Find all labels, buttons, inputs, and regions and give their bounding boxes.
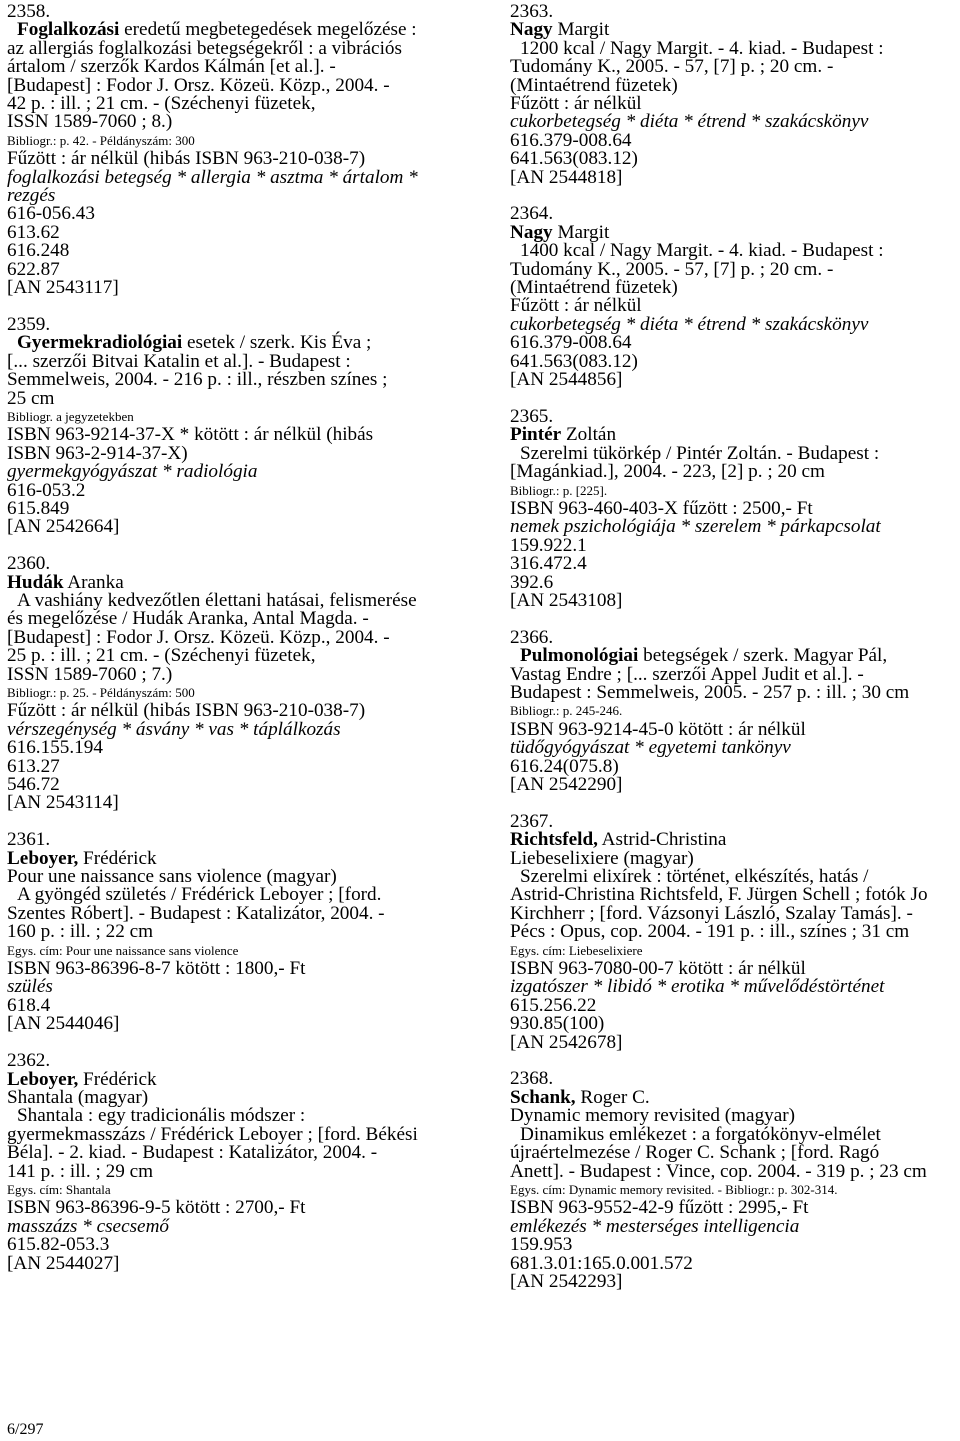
entry-subjects: cukorbetegség * diéta * étrend * szakácskönyv [510, 111, 869, 133]
entry-number: 2367. [510, 810, 554, 832]
entry-class: 616-053.2 [7, 479, 86, 501]
entry-class: 616.248 [7, 240, 70, 262]
entry-2365 [510, 405, 958, 611]
author-given: Zoltán [561, 424, 617, 446]
entry-text: [Budapest] : Fodor J. Orsz. Közeü. Közp., 2004. - [7, 626, 390, 648]
entry-text: az allergiás foglalkozási betegségekről : a vibrációs [7, 37, 402, 59]
entry-class: 616.379-008.64 [510, 332, 632, 354]
entry-title: 1400 kcal / Nagy Margit. - 4. kiad. - Budapest : [520, 240, 884, 262]
entry-subjects: emlékezés * mesterséges intelligencia [510, 1215, 800, 1237]
entry-2367 [510, 810, 958, 1053]
entry-2363 [510, 3, 958, 187]
entry-text: Astrid-Christina Richtsfeld, F. Jürgen Schell ; fotók Jo [510, 884, 928, 906]
entry-author [510, 831, 958, 849]
author-given: Astrid-Christina [597, 829, 727, 851]
entry-number: 2363. [510, 1, 554, 22]
entry-class: 616-056.43 [7, 203, 95, 225]
entry-an: [AN 2544818] [510, 166, 623, 188]
entry-number: 2366. [510, 626, 554, 648]
entry-class: 615.849 [7, 497, 70, 519]
entry-text: Anett]. - Budapest : Vince, cop. 2004. - 319 p. ; 23 cm [510, 1160, 927, 1182]
entry-isbn: ISBN 963-86396-9-5 kötött : 2700,- Ft [7, 1197, 306, 1219]
entry-note: Bibliogr.: p. 25. - Példányszám: 500 [7, 685, 195, 700]
entry-note: Bibliogr.: p. 42. - Példányszám: 300 [7, 132, 195, 148]
entry-title: Szerelmi elixírek : történet, elkészítés, hatás / [520, 866, 869, 888]
entry-text: Tudomány K., 2005. - 57, [7] p. ; 20 cm. - [510, 56, 834, 78]
author-surname: Nagy [510, 19, 553, 41]
author-given: Margit [552, 19, 610, 41]
entry-text: Kirchherr ; [ford. Vázsonyi László, Szalay Tamás]. - [510, 902, 913, 924]
author-surname: Pintér [510, 424, 562, 446]
entry-isbn: ISBN 963-86396-8-7 kötött : 1800,- Ft [7, 958, 306, 980]
entry-number: 2358. [7, 1, 51, 22]
entry-text: [Magánkiad.], 2004. - 223, [2] p. ; 20 cm [510, 461, 825, 483]
entry-binding: Fűzött : ár nélkül (hibás ISBN 963-210-038-7) [7, 148, 366, 170]
entry-uniform-title: Liebeselixiere (magyar) [510, 847, 694, 869]
entry-text: 25 cm [7, 387, 55, 409]
author-surname: Richtsfeld, [510, 829, 598, 851]
entry-isbn: ISBN 963-9552-42-9 fűzött : 2995,- Ft [510, 1197, 809, 1219]
title-rest: esetek / szerk. Kis Éva ; [182, 332, 372, 354]
entry-text: Béla]. - 2. kiad. - Budapest : Katalizátor, 2004. - [7, 1142, 378, 1164]
entry-text: [... szerzői Bitvai Katalin et al.]. - Budapest : [7, 350, 351, 372]
entry-text: 25 p. : ill. ; 21 cm. - (Széchenyi füzetek, [7, 645, 316, 667]
entry-class: 613.27 [7, 755, 60, 777]
entry-2361 [7, 831, 477, 1033]
entry-number: 2361. [7, 829, 51, 851]
entry-note: Bibliogr.: p. 245-246. [510, 703, 623, 719]
entry-class: 615.256.22 [510, 994, 597, 1016]
entry-isbn: ISBN 963-460-403-X fűzött : 2500,- Ft [510, 497, 813, 519]
entry-subjects: vérszegénység * ásvány * vas * táplálkozás [7, 718, 341, 740]
entry-class: 616.24(075.8) [510, 755, 619, 777]
entry-title: A gyöngéd születés / Frédérick Leboyer ; [ford. [17, 884, 382, 906]
entry-an: [AN 2543117] [7, 277, 119, 299]
entry-isbn: ISBN 963-2-914-37-X) [7, 442, 188, 464]
entry-number: 2360. [7, 553, 51, 575]
entry-text: Vastag Endre ; [... szerzői Appel Judit et al.]. - [510, 663, 864, 685]
title-head: Gyermekradiológiai [17, 332, 183, 354]
entry-number: 2359. [7, 313, 51, 335]
entry-number: 2362. [7, 1050, 51, 1072]
entry-subjects: cukorbetegség * diéta * étrend * szakácskönyv [510, 313, 869, 335]
entry-text: [Budapest] : Fodor J. Orsz. Közeü. Közp., 2004. - [7, 74, 390, 96]
entry-uniform-title: Dynamic memory revisited (magyar) [510, 1105, 796, 1127]
entry-number: 2368. [510, 1068, 554, 1090]
entry-text: ISSN 1589-7060 ; 7.) [7, 663, 173, 685]
entry-binding: Fűzött : ár nélkül [510, 295, 642, 317]
entry-subjects: foglalkozási betegség * allergia * asztma * ártalom * [7, 166, 418, 188]
entry-class: 930.85(100) [510, 1013, 605, 1035]
entry-2359 [7, 313, 477, 538]
entry-title: 1200 kcal / Nagy Margit. - 4. kiad. - Budapest : [520, 37, 884, 59]
author-surname: Nagy [510, 221, 553, 243]
right-column [510, 3, 958, 1291]
entry-2364 [510, 205, 958, 389]
entry-text: 42 p. : ill. ; 21 cm. - (Széchenyi füzetek, [7, 93, 316, 115]
entry-an: [AN 2542293] [510, 1270, 623, 1292]
entry-class: 613.62 [7, 221, 60, 243]
entry-text: Szentes Róbert]. - Budapest : Katalizátor, 2004. - [7, 902, 385, 924]
entry-2366 [510, 626, 958, 796]
entry-text: és megelőzése / Hudák Aranka, Antal Magda. - [7, 608, 369, 630]
author-surname: Leboyer, [7, 1068, 79, 1090]
author-surname: Schank, [510, 1086, 576, 1108]
entry-text: Semmelweis, 2004. - 216 p. : ill., részben színes ; [7, 369, 388, 391]
author-surname: Leboyer, [7, 847, 79, 869]
entry-note: Egys. cím: Pour une naissance sans violence [7, 942, 239, 958]
entry-title: Szerelmi tükörkép / Pintér Zoltán. - Budapest : [520, 442, 880, 464]
entry-class: 159.953 [510, 1234, 573, 1256]
entry-text: Budapest : Semmelweis, 2005. - 257 p. : ill. ; 30 cm [510, 681, 910, 703]
entry-2368 [510, 1070, 958, 1291]
author-given: Frédérick [78, 847, 157, 869]
entry-subjects: gyermekgyógyászat * radiológia [7, 461, 258, 483]
entry-text: (Mintaétrend füzetek) [510, 74, 678, 96]
entry-title [510, 647, 958, 665]
entry-number: 2365. [510, 405, 554, 427]
entry-2362 [7, 1052, 477, 1273]
entry-class: 618.4 [7, 994, 51, 1016]
entry-an: [AN 2542290] [510, 774, 623, 796]
author-surname: Hudák [7, 571, 64, 593]
entry-subjects: masszázs * csecsemő [7, 1215, 170, 1237]
entry-class: 316.472.4 [510, 553, 587, 575]
entry-text: ártalom / szerzők Kardos Kálmán [et al.]. - [7, 56, 336, 78]
entry-2358 [7, 3, 477, 298]
entry-title: Dinamikus emlékezet : a forgatókönyv-elmélet [520, 1123, 881, 1145]
entry-subjects: tüdőgyógyászat * egyetemi tankönyv [510, 737, 791, 759]
entry-note: Egys. cím: Liebeselixiere [510, 942, 643, 958]
entry-an: [AN 2544027] [7, 1252, 120, 1274]
entry-an: [AN 2543114] [7, 792, 119, 814]
entry-text: (Mintaétrend füzetek) [510, 277, 678, 299]
entry-title: A vashiány kedvezőtlen élettani hatásai, felismerése [17, 589, 417, 611]
entry-text: ISSN 1589-7060 ; 8.) [7, 111, 173, 133]
author-given: Aranka [63, 571, 124, 593]
entry-class: 641.563(083.12) [510, 148, 638, 170]
title-rest: betegségek / szerk. Magyar Pál, [638, 645, 888, 667]
entry-isbn: ISBN 963-9214-37-X * kötött : ár nélkül (hibás [7, 424, 374, 446]
entry-note: Egys. cím: Dynamic memory revisited. - Bibliogr.: p. 302-314. [510, 1181, 838, 1197]
entry-subjects: nemek pszichológiája * szerelem * párkapcsolat [510, 516, 881, 538]
entry-2360 [7, 555, 477, 813]
entry-class: 159.922.1 [510, 534, 587, 556]
author-given: Roger C. [575, 1086, 650, 1108]
entry-text: 141 p. : ill. ; 29 cm [7, 1160, 154, 1182]
title-head: Pulmonológiai [520, 645, 639, 667]
entry-class: 622.87 [7, 258, 60, 280]
author-given: Frédérick [78, 1068, 157, 1090]
left-column [7, 3, 477, 1273]
page-number: 6/297 [7, 1421, 44, 1438]
entry-class: 546.72 [7, 774, 60, 796]
entry-class: 616.155.194 [7, 737, 103, 759]
entry-an: [AN 2542664] [7, 516, 120, 538]
entry-uniform-title: Shantala (magyar) [7, 1086, 149, 1108]
entry-title: Shantala : egy tradicionális módszer : [17, 1105, 306, 1127]
entry-class: 641.563(083.12) [510, 350, 638, 372]
entry-uniform-title: Pour une naissance sans violence (magyar) [7, 866, 337, 888]
title-rest: eredetű megbetegedések megelőzése : [119, 19, 417, 41]
entry-an: [AN 2543108] [510, 589, 623, 611]
entry-text: Tudomány K., 2005. - 57, [7] p. ; 20 cm. - [510, 258, 834, 280]
entry-class: 615.82-053.3 [7, 1234, 110, 1256]
entry-note: Bibliogr.: p. [225]. [510, 482, 608, 498]
entry-subjects: szülés [7, 976, 53, 998]
entry-note: Egys. cím: Shantala [7, 1181, 111, 1197]
entry-an: [AN 2544856] [510, 369, 623, 391]
entry-text: Pécs : Opus, cop. 2004. - 191 p. : ill., színes ; 31 cm [510, 921, 910, 943]
entry-title [7, 334, 477, 352]
entry-note: Bibliogr. a jegyzetekben [7, 408, 134, 424]
entry-class: 616.379-008.64 [510, 129, 632, 151]
entry-author [510, 426, 958, 444]
entry-an: [AN 2544046] [7, 1013, 120, 1035]
entry-binding: Fűzött : ár nélkül [510, 93, 642, 115]
entry-isbn: ISBN 963-7080-00-7 kötött : ár nélkül [510, 958, 806, 980]
entry-subjects: izgatószer * libidó * erotika * művelődéstörténet [510, 976, 885, 998]
entry-an: [AN 2542678] [510, 1031, 623, 1053]
author-given: Margit [552, 221, 610, 243]
entry-class: 392.6 [510, 571, 554, 593]
entry-subjects: rezgés [7, 185, 56, 207]
entry-class: 681.3.01:165.0.001.572 [510, 1252, 693, 1274]
entry-text: 160 p. : ill. ; 22 cm [7, 921, 154, 943]
entry-binding: Fűzött : ár nélkül (hibás ISBN 963-210-038-7) [7, 700, 366, 722]
entry-number: 2364. [510, 203, 554, 225]
entry-text: újraértelmezése / Roger C. Schank ; [ford. Ragó [510, 1142, 880, 1164]
entry-text: gyermekmasszázs / Frédérick Leboyer ; [ford. Békési [7, 1123, 418, 1145]
entry-isbn: ISBN 963-9214-45-0 kötött : ár nélkül [510, 718, 806, 740]
title-head: Foglalkozási [17, 19, 120, 41]
